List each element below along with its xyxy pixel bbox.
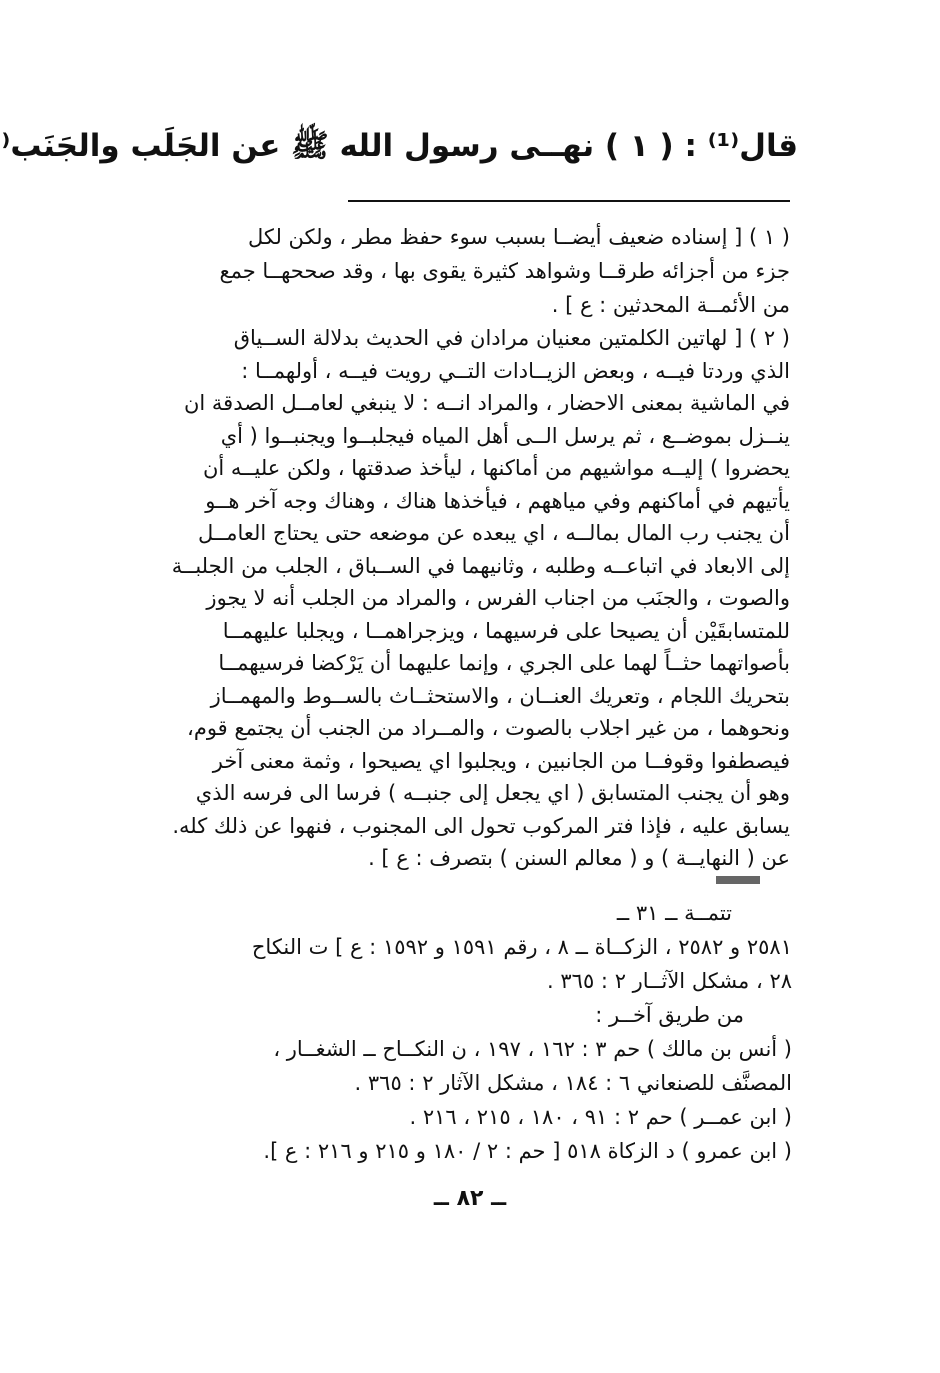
footnote-2-line: بتحريك اللجام ، وتعريك العنــان ، والاستحثــاث بالســوط والمهمــاز xyxy=(210,683,790,708)
footnote-2-line: الذي وردتا فيــه ، وبعض الزيــادات التــي رويت فيــه ، أولهمــا : xyxy=(241,358,790,383)
footnote-2-line: ينــزل بموضــع ، ثم يرسل الــى أهل المياه فيجلبــوا ويجنبــوا ( أي xyxy=(220,423,790,448)
footnote-2 xyxy=(154,322,790,875)
footnote-1-line: من الأئمــة المحدثين : ع ] . xyxy=(551,293,790,317)
footnote-2-line: فيصطفوا وقوفــا من الجانبين ، ويجلبوا اي يصيحوا ، وثمة معنى آخر xyxy=(212,748,790,773)
reference-line: ٢٥٨١ و ٢٥٨٢ ، الزكــاة ــ ٨ ، رقم ١٥٩١ و ١٥٩٢ : ع ] ت النكاح xyxy=(251,935,792,959)
footnote-1 xyxy=(154,220,790,322)
reference-line: المصنَّف للصنعاني ٦ : ١٨٤ ، مشكل الآثار ٢ : ٣٦٥ . xyxy=(354,1071,792,1095)
footnote-2-line: للمتسابقَيْن أن يصيحا على فرسيهما ، ويزجراهمــا ، ويجلبا عليهمــا xyxy=(222,618,790,643)
reference-line: ( ابن عمــر ) حم ٢ : ٩١ ، ١٨٠ ، ٢١٥ ، ٢١٦ . xyxy=(409,1105,792,1129)
footnote-2-line: أن يجنب رب المال بمالــه ، اي يبعده عن موضعه حتى يحتاج العامــل xyxy=(198,521,790,545)
footnote-1-line: ( ١ ) [ إسناده ضعيف أيضــا بسبب سوء حفظ مطر ، ولكن لكل xyxy=(247,225,790,249)
footnote-2-line: ( ٢ ) [ لهاتين الكلمتين معنيان مرادان في الحديث بدلالة الســياق xyxy=(233,326,790,350)
footnote-2-line: إلى الابعاد في اتباعــه وطلبه ، وثانيهما في الســباق ، الجلب من الجلبــة xyxy=(171,553,790,578)
footnote-2-line: يسابق عليه ، فإذا فتر المركوب تحول الى المجنوب ، فنهوا عن ذلك كله. xyxy=(172,813,790,838)
reference-line: ( أنس بن مالك ) حم ٣ : ١٦٢ ، ١٩٧ ، ن النكــاح ــ الشغــار ، xyxy=(273,1037,792,1061)
continuation-heading: تتمــة ــ ٣١ ــ xyxy=(616,901,732,925)
references-block xyxy=(152,896,792,1168)
print-smudge xyxy=(716,876,760,884)
footnote-2-line: وهو أن يجنب المتسابق ( اي يجعل إلى جنبــه ) فرسا الى فرسه الذي xyxy=(195,781,790,805)
footnote-1-line: جزء من أجزائه طرقــا وشواهد كثيرة يقوى بها ، وقد صححهــا جمع xyxy=(219,259,790,283)
footnote-separator xyxy=(348,200,790,202)
footnote-2-line: ونحوهما ، من غير اجلاب بالصوت ، والمــراد من الجنب أن يجتمع قوم، xyxy=(187,716,790,740)
footnote-2-line: والصوت ، والجنَب من اجناب الفرس ، والمراد من الجلب أنه لا يجوز xyxy=(206,586,790,610)
footnote-2-line: في الماشية بمعنى الاحضار ، والمراد انــه : لا ينبغي لعامــل الصدقة ان xyxy=(183,391,790,415)
hadith-heading: قال⁽¹⁾ : ( ١ ) نهــى رسول الله ﷺ عن الجَلَب والجَنَب⁽ xyxy=(1,128,798,164)
reference-line: ٢٨ ، مشكل الآثــار ٢ : ٣٦٥ . xyxy=(547,969,792,993)
footnote-2-line: يحضروا ) إليــه مواشيهم من أماكنها ، ليأخذ صدقتها ، ولكن عليــه أن xyxy=(202,456,790,480)
reference-line: ( ابن عمرو ) د الزكاة ٥١٨ [ حم : ٢ / ١٨٠ و ٢١٥ و ٢١٦ : ع ]. xyxy=(263,1139,792,1163)
footnote-2-line: عن ( النهايــة ) و ( معالم السنن ) بتصرف : ع ] . xyxy=(368,846,790,870)
page-number: ــ ٨٢ ــ xyxy=(433,1186,507,1211)
footnote-2-line: يأتيهم في أماكنهم وفي مياههم ، فيأخذها هناك ، وهناك وجه آخر هــو xyxy=(205,488,790,513)
reference-subheading: من طريق آخــر : xyxy=(595,1003,744,1027)
footnote-2-line: بأصواتهما حثــاً لهما على الجري ، وإنما عليهما أن يَرْكضا فرسيهمــا xyxy=(218,651,790,675)
